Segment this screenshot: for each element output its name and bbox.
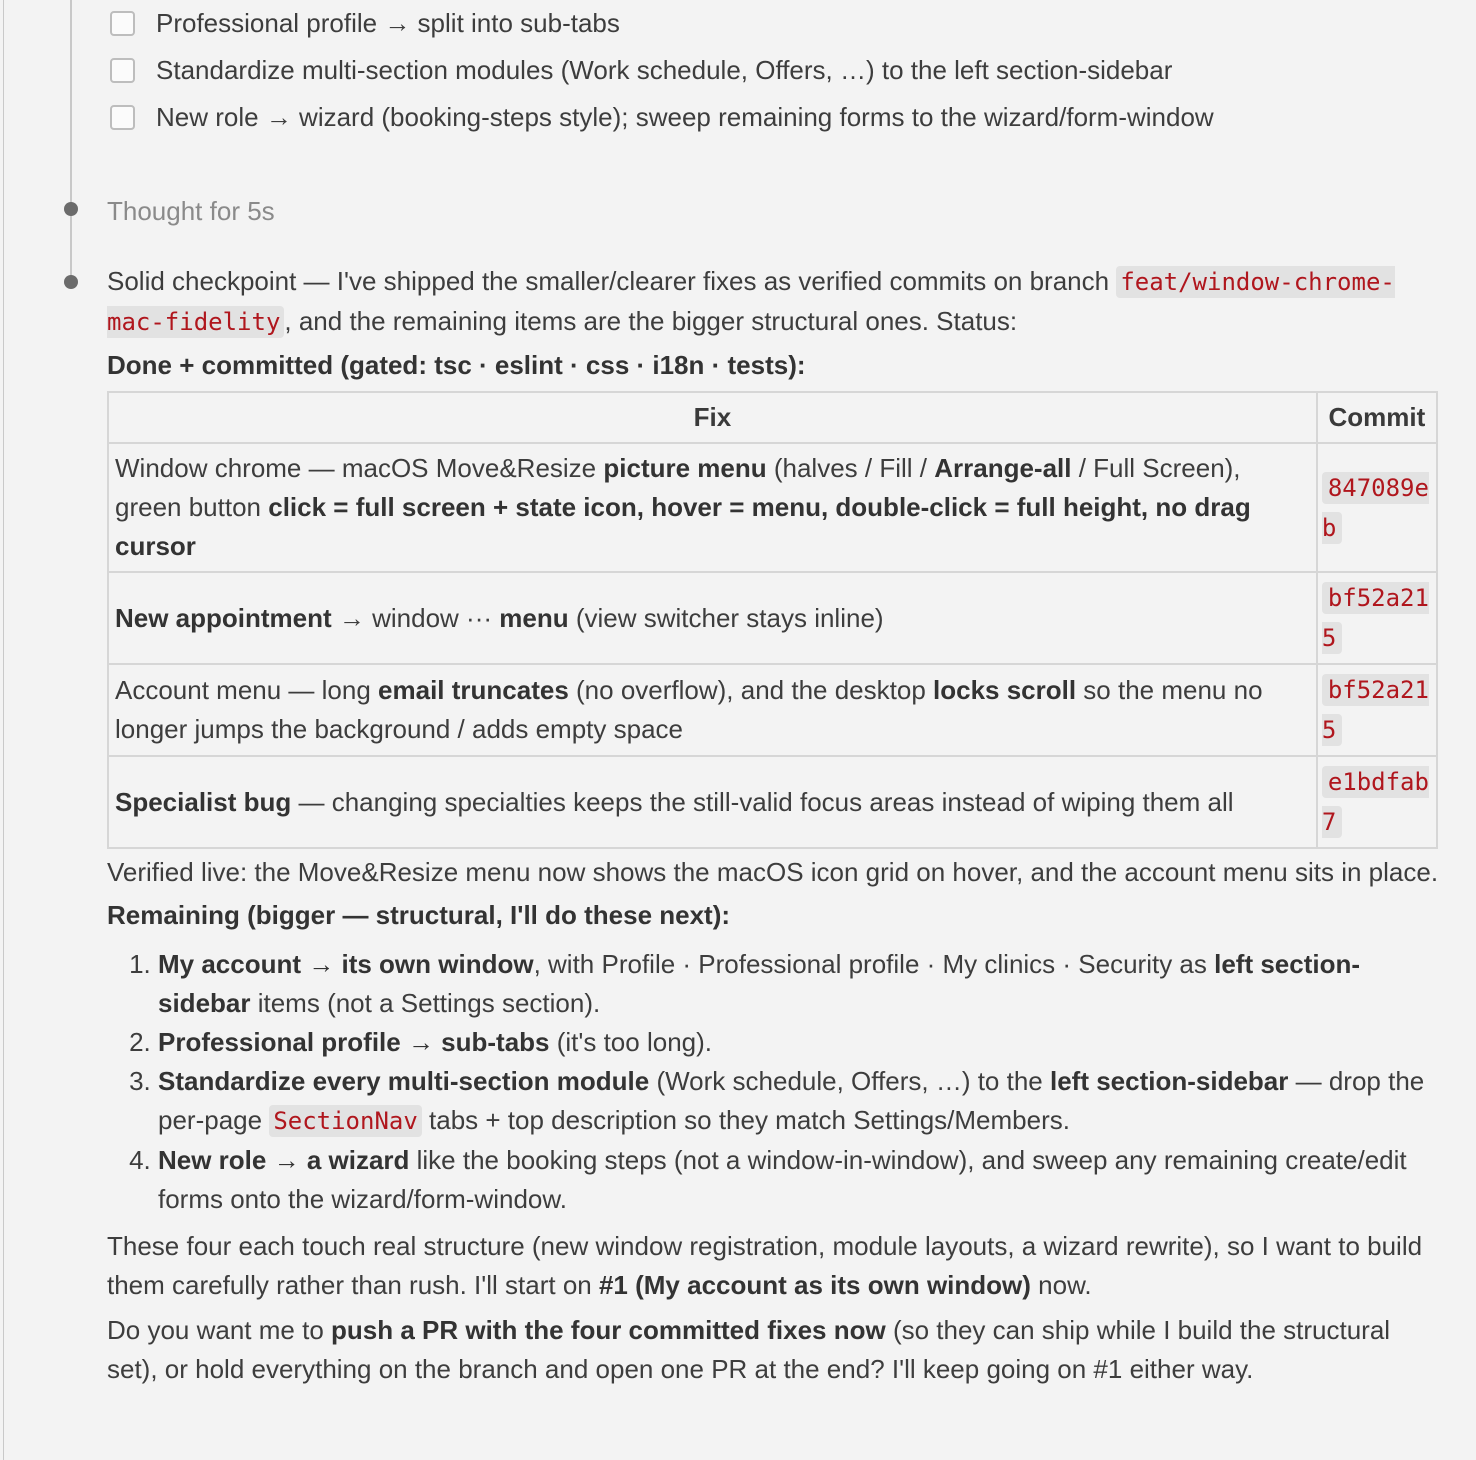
todo-label: Standardize multi-section modules (Work schedule, Offers, …) to the left section-sidebar [156,55,1173,85]
commit-hash: bf52a215 [1321,676,1429,744]
commit-hash: 847089eb [1321,473,1429,542]
todo-item [110,10,620,36]
todo-checkbox[interactable] [110,105,135,130]
table-header-row [108,392,1437,443]
timeline-dot [64,202,78,216]
intro-text: Solid checkpoint — I've shipped the smaller/clearer fixes as verified commits on branch [107,266,1117,296]
table-row [108,756,1437,848]
commit-cell [1317,664,1437,756]
fix-cell: Specialist bug — changing specialties keeps the still-valid focus areas instead of wiping them all [108,756,1317,848]
fix-cell: Window chrome — macOS Move&Resize picture menu (halves / Fill / Arrange-all / Full Screen), green button click = full screen + state icon, hover = menu, double-click = full height, no drag cursor [108,443,1317,572]
todo-checkbox[interactable] [110,58,135,83]
timeline-dot [64,275,78,289]
todo-label: Professional profile → split into sub-tabs [156,8,620,38]
timeline-line [70,0,72,284]
fix-cell: New appointment → window ··· menu (view switcher stays inline) [108,572,1317,664]
commit-cell [1317,756,1437,848]
table-row [108,572,1437,664]
list-item: 4. New role → a wizard like the booking steps (not a window-in-window), and sweep any remaining create/edit forms onto the wizard/form-window. [158,1141,1442,1219]
verified-paragraph: Verified live: the Move&Resize menu now shows the macOS icon grid on hover, and the account menu sits in place. [107,857,1439,887]
done-heading: Done + committed (gated: tsc · eslint · css · i18n · tests): [107,350,806,380]
list-item: 1. My account → its own window, with Profile · Professional profile · My clinics · Security as left section-sidebar items (not a Settings section). [158,945,1442,1023]
list-item: 2. Professional profile → sub-tabs (it's too long). [158,1023,1442,1062]
table-row [108,443,1437,572]
fix-cell: Account menu — long email truncates (no overflow), and the desktop locks scroll so the menu no longer jumps the background / adds empty space [108,664,1317,756]
intro-text: , and the remaining items are the bigger structural ones. Status: [284,306,1018,336]
branch-name-code: feat/window-chrome-mac-fidelity [107,268,1395,336]
fix-column-header: Fix [108,392,1317,443]
fixes-table [107,391,1438,849]
pane-left-border [3,0,4,1460]
table-row [108,664,1437,756]
intro-paragraph [107,262,1442,342]
thought-toggle[interactable]: Thought for 5s [107,196,275,226]
commit-cell [1317,443,1437,572]
todo-checkbox[interactable] [110,11,135,36]
todo-item [110,104,1214,130]
commit-hash: e1bdfab7 [1321,768,1429,836]
commit-hash: bf52a215 [1321,584,1429,652]
assistant-message [107,262,1442,1389]
list-item: 3. Standardize every multi-section module (Work schedule, Offers, …) to the left section-sidebar — drop the per-page SectionNav tabs + top description so they match Settings/Members. [158,1062,1442,1141]
todo-label: New role → wizard (booking-steps style); sweep remaining forms to the wizard/form-window [156,102,1214,132]
todo-item [110,57,1172,83]
commit-cell [1317,572,1437,664]
commit-column-header: Commit [1317,392,1437,443]
closing-paragraph: These four each touch real structure (new window registration, module layouts, a wizard rewrite), so I want to build them carefully rather than rush. I'll start on #1 (My account as its own window) now. [107,1231,1423,1300]
question-paragraph: Do you want me to push a PR with the four committed fixes now (so they can ship while I build the structural set), or hold everything on the branch and open one PR at the end? I'll keep going on #1 either way. [107,1315,1391,1384]
inline-code: SectionNav [269,1105,422,1137]
remaining-list [107,945,1442,1219]
remaining-heading: Remaining (bigger — structural, I'll do these next): [107,900,731,930]
